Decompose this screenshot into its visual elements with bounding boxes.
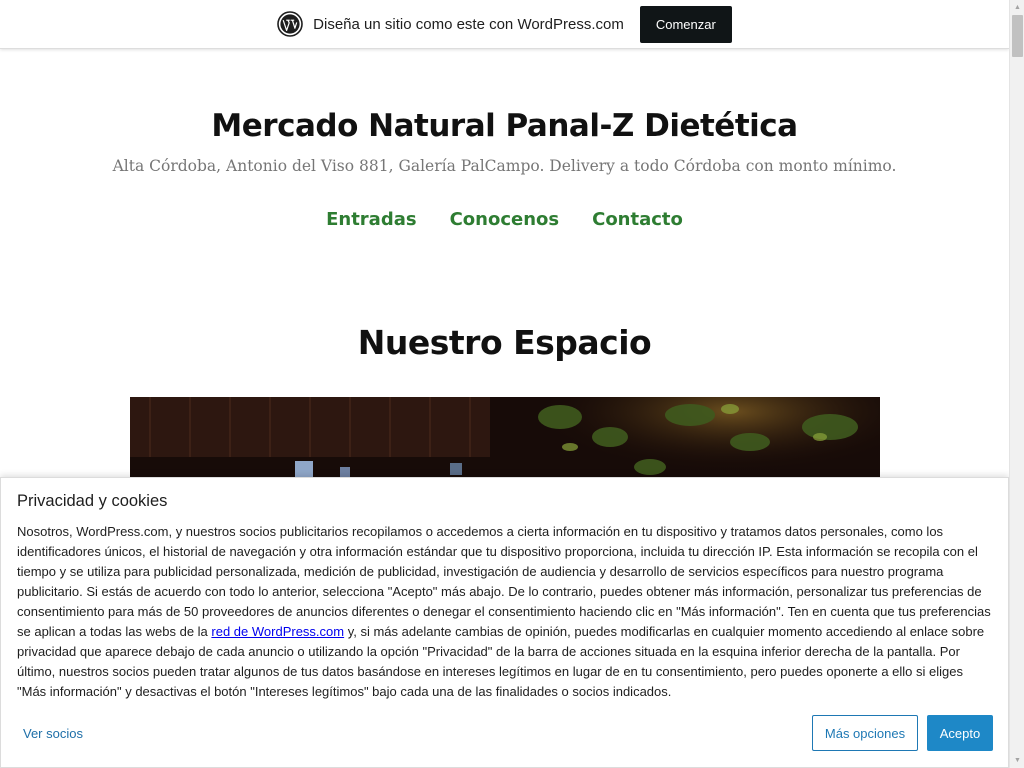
wordpress-logo-icon[interactable]	[277, 11, 303, 37]
cookie-body-text-2: y, si más adelante cambias de opinión, puedes modificarlas en cualquier momento accediendo al enlace sobre privacidad que aparece debajo de cada anuncio o utilizando la opción "Privacidad" de la barra de acciones situada en la esquina inferior derecha de la pantalla. Por último, nuestros socios pueden tratar algunos de tus datos basándose en intereses legítimos en lugar de en tu consentimiento, pero puedes oponerte a ello si eliges "Más información" y desactivas el botón "Intereses legítimos" bajo cada una de las finalidades o socios indicados.	[17, 624, 985, 699]
scroll-thumb[interactable]	[1012, 15, 1023, 57]
nav-item-entradas[interactable]: Entradas	[326, 209, 417, 230]
start-button[interactable]: Comenzar	[640, 6, 732, 43]
scroll-down-arrow-icon[interactable]: ▼	[1014, 757, 1021, 764]
scroll-up-arrow-icon[interactable]: ▲	[1014, 4, 1021, 11]
wordpress-network-link[interactable]: red de WordPress.com	[211, 624, 345, 639]
cookie-dialog-body	[17, 522, 995, 702]
site-tagline: Alta Córdoba, Antonio del Viso 881, Galería PalCampo. Delivery a todo Córdoba con monto mínimo.	[112, 157, 897, 175]
more-options-button[interactable]: Más opciones	[812, 715, 918, 751]
page-title: Nuestro Espacio	[357, 323, 652, 362]
cookie-dialog-title: Privacidad y cookies	[17, 492, 168, 510]
wordpress-banner-text: Diseña un sitio como este con WordPress.com	[313, 15, 624, 33]
view-partners-link[interactable]: Ver socios	[23, 726, 83, 741]
nav-item-conocenos[interactable]: Conocenos	[449, 209, 560, 230]
wordpress-banner	[0, 0, 1009, 49]
nav-item-contacto[interactable]: Contacto	[592, 209, 683, 230]
site-title[interactable]: Mercado Natural Panal-Z Dietética	[211, 108, 798, 144]
main-navigation	[0, 209, 1009, 230]
page-scrollbar[interactable]	[1009, 0, 1024, 768]
cookie-body-text-1: Nosotros, WordPress.com, y nuestros socios publicitarios recopilamos o accedemos a cierta información en tu dispositivo y tratamos datos personales, como los identificadores únicos, el historial de navegación y otra información estándar que tu dispositivo proporciona, incluida tu dirección IP. Esta información se recopila con el tiempo y se utiliza para publicidad personalizada, medición de publicidad, investigación de audiencia y desarrollo de servicios específicos para nuestro programa publicitario. Si estás de acuerdo con todo lo anterior, selecciona "Acepto" más abajo. De lo contrario, puedes obtener más información, personalizar tus preferencias de consentimiento para más de 50 proveedores de anuncios diferentes o denegar el consentimiento haciendo clic en "Más información". Ten en cuenta que tus preferencias se aplican a todas las webs de la	[17, 524, 991, 639]
cookie-consent-dialog	[0, 477, 1009, 768]
accept-button[interactable]: Acepto	[927, 715, 993, 751]
